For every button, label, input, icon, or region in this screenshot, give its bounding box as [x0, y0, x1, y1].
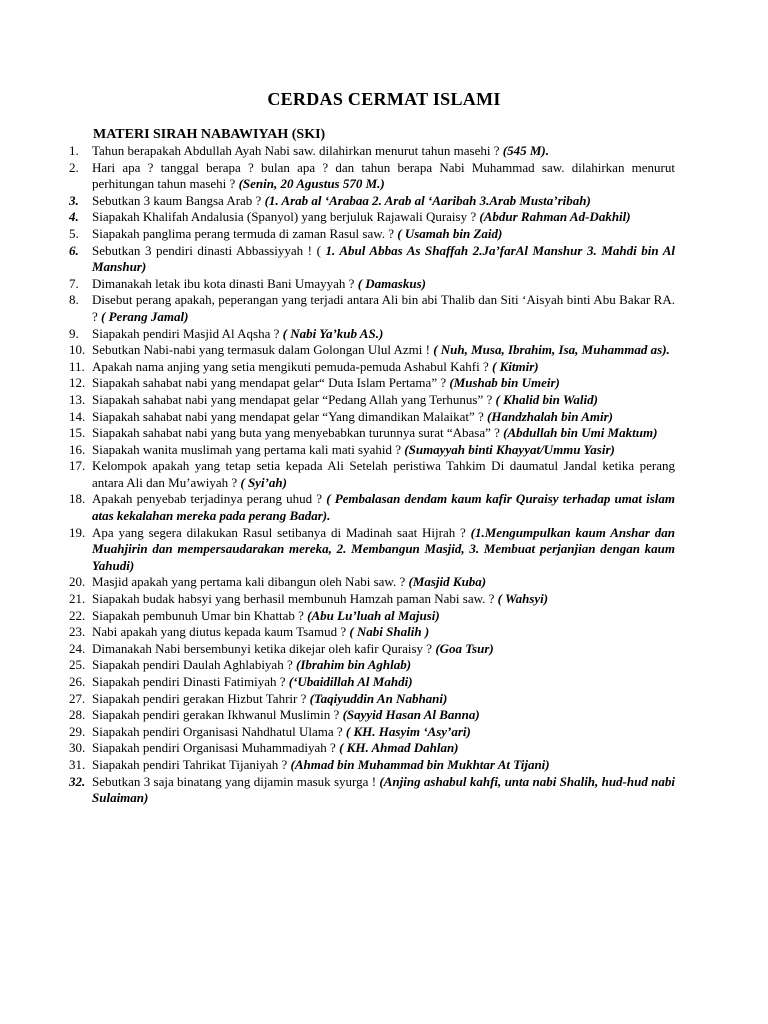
question-text: Siapakah pendiri Dinasti Fatimiyah ? [92, 674, 286, 689]
question-item [69, 442, 675, 459]
question-text: Sebutkan 3 saja binatang yang dijamin masuk syurga ! [92, 773, 377, 789]
question-item [69, 326, 675, 343]
question-item [69, 409, 675, 426]
question-text: Siapakah pendiri Organisasi Muhammadiyah ? [92, 740, 336, 756]
answer-text: ( Perang Jamal) [101, 308, 189, 324]
answer-text: (‘Ubaidillah Al Mahdi) [288, 674, 413, 689]
answer-text: ( Usamah bin Zaid) [397, 225, 503, 241]
question-number: 5. [69, 225, 79, 241]
answer-text: ( Nabi Ya’kub AS.) [282, 325, 384, 341]
question-item [69, 458, 675, 491]
question-item [69, 525, 675, 575]
question-text: Siapakah budak habsyi yang berhasil membunuh Hamzah paman Nabi saw. ? [92, 591, 495, 607]
question-number: 32. [69, 773, 86, 789]
question-number: 18. [69, 491, 86, 507]
question-item [69, 724, 675, 741]
question-item [69, 591, 675, 608]
question-number: 26. [69, 674, 86, 689]
question-text: Apakah nama anjing yang setia mengikuti pemuda-pemuda Ashabul Kahfi ? [92, 358, 489, 374]
question-text: Kelompok apakah yang tetap setia kepada Ali Setelah peristiwa Tahkim Di daumatul Jandal ketika perang antara Ali dan Mu’awiyah ? [92, 458, 675, 490]
question-text: Siapakah pendiri gerakan Hizbut Tahrir ? [92, 690, 307, 706]
question-text: Disebut perang apakah, peperangan yang terjadi antara Ali bin abi Thalib dan Siti ‘Aisyah binti Abu Bakar RA. ? [92, 292, 675, 324]
question-number: 29. [69, 723, 86, 739]
question-text: Siapakah pendiri Masjid Al Aqsha ? [92, 325, 280, 341]
answer-text: ( Wahsyi) [497, 591, 549, 607]
question-item [69, 608, 675, 625]
question-number: 23. [69, 624, 86, 640]
question-number: 1. [69, 143, 79, 158]
answer-text: (Sayyid Hasan Al Banna) [342, 707, 480, 723]
question-text: Nabi apakah yang diutus kepada kaum Tsamud ? [92, 624, 347, 640]
question-number: 3. [69, 192, 79, 208]
question-number: 16. [69, 441, 86, 457]
question-item [69, 425, 675, 442]
question-text: Siapakah pendiri gerakan Ikhwanul Muslimin ? [92, 707, 340, 723]
question-item [69, 392, 675, 409]
question-number: 4. [69, 209, 79, 225]
question-number: 20. [69, 574, 86, 590]
question-number: 13. [69, 391, 86, 407]
question-item [69, 292, 675, 325]
answer-text: (Mushab bin Umeir) [449, 375, 560, 391]
question-item [69, 757, 675, 774]
question-text: Sebutkan 3 kaum Bangsa Arab ? [92, 192, 262, 208]
question-text: Siapakah pendiri Tahrikat Tijaniyah ? [92, 756, 288, 772]
question-item [69, 193, 675, 210]
question-item [69, 375, 675, 392]
question-text: Apa yang segera dilakukan Rasul setibanya di Madinah saat Hijrah ? [92, 524, 466, 540]
question-number: 10. [69, 342, 86, 358]
answer-text: ( Nabi Shalih ) [349, 624, 430, 640]
question-number: 2. [69, 159, 79, 175]
answer-text: (Anjing ashabul kahfi, unta nabi Shalih, hud-hud nabi Sulaiman) [92, 773, 676, 806]
answer-text: (1.Mengumpulkan kaum Anshar dan Muahjirin dan mempersaudarakan mereka, 2. Membangun Masjid, 3. Membuat perjanjian dengan kaum Yahudi) [92, 524, 676, 573]
question-item [69, 774, 675, 807]
answer-text: (Abdur Rahman Ad-Dakhil) [479, 209, 631, 225]
question-number: 12. [69, 375, 86, 391]
question-item [69, 243, 675, 276]
question-number: 31. [69, 756, 86, 772]
question-item [69, 143, 675, 160]
answer-text: (Ahmad bin Muhammad bin Mukhtar At Tijani) [290, 756, 550, 772]
question-number: 6. [69, 242, 79, 258]
answer-text: ( Khalid bin Walid) [495, 391, 598, 407]
question-item [69, 691, 675, 708]
question-item [69, 359, 675, 376]
question-text: Dimanakah Nabi bersembunyi ketika dikejar oleh kafir Quraisy ? [92, 640, 433, 656]
answer-text: (Masjid Kuba) [408, 574, 487, 590]
question-item [69, 276, 675, 293]
answer-text: (Taqiyuddin An Nabhani) [309, 690, 448, 706]
question-text: Dimanakah letak ibu kota dinasti Bani Umayyah ? [92, 275, 355, 291]
page-title: CERDAS CERMAT ISLAMI [267, 89, 501, 109]
question-item [69, 491, 675, 524]
question-item [69, 624, 675, 641]
answer-text: (Abu Lu’luah al Majusi) [307, 607, 440, 623]
question-item [69, 342, 675, 359]
question-item [69, 707, 675, 724]
question-number: 25. [69, 657, 86, 673]
question-number: 27. [69, 690, 86, 706]
question-item [69, 209, 675, 226]
question-text: Sebutkan 3 pendiri dinasti Abbassiyyah ! ( [92, 242, 321, 258]
question-item [69, 641, 675, 658]
question-text: Tahun berapakah Abdullah Ayah Nabi saw. dilahirkan menurut tahun masehi ? [92, 143, 500, 158]
question-item [69, 674, 675, 691]
question-text: Siapakah pembunuh Umar bin Khattab ? [92, 607, 304, 623]
question-text: Siapakah pendiri Organisasi Nahdhatul Ulama ? [92, 723, 343, 739]
answer-text: ( Pembalasan dendam kaum kafir Quraisy terhadap umat islam atas kekalahan mereka pada perang Badar). [92, 491, 675, 524]
answer-text: 1. Abul Abbas As Shaffah 2.Ja’farAl Manshur 3. Mahdi bin Al Manshur) [92, 242, 676, 275]
question-text: Siapakah sahabat nabi yang mendapat gelar “Yang dimandikan Malaikat” ? [92, 408, 484, 424]
question-text: Apakah penyebab terjadinya perang uhud ? [92, 491, 323, 507]
question-text: Siapakah wanita muslimah yang pertama kali mati syahid ? [92, 441, 402, 457]
question-number: 8. [69, 292, 79, 308]
question-number: 21. [69, 591, 86, 607]
answer-text: (Senin, 20 Agustus 570 M.) [238, 176, 385, 192]
question-number: 11. [69, 358, 85, 374]
answer-text: ( Nuh, Musa, Ibrahim, Isa, Muhammad as). [433, 342, 670, 358]
answer-text: ( KH. Ahmad Dahlan) [339, 740, 459, 756]
question-item [69, 574, 675, 591]
answer-text: ( Damaskus) [357, 275, 426, 291]
question-item [69, 657, 675, 674]
question-text: Hari apa ? tanggal berapa ? bulan apa ? dan tahun berapa Nabi Muhammad saw. dilahirkan menurut perhitungan tahun masehi ? [92, 159, 675, 192]
question-item [69, 740, 675, 757]
question-item [69, 160, 675, 193]
question-number: 22. [69, 607, 86, 623]
question-text: Siapakah Khalifah Andalusia (Spanyol) yang berjuluk Rajawali Quraisy ? [92, 209, 477, 225]
answer-text: (Goa Tsur) [435, 640, 494, 656]
answer-text: (Sumayyah binti Khayyat/Ummu Yasir) [404, 441, 615, 457]
question-list [69, 143, 675, 807]
question-number: 17. [69, 458, 86, 474]
question-text: Masjid apakah yang pertama kali dibangun oleh Nabi saw. ? [92, 574, 406, 590]
answer-text: (Handzhalah bin Amir) [487, 408, 613, 424]
answer-text: (Abdullah bin Umi Maktum) [503, 425, 658, 441]
question-number: 19. [69, 524, 86, 540]
question-number: 7. [69, 275, 79, 291]
question-text: Siapakah sahabat nabi yang buta yang menyebabkan turunnya surat “Abasa” ? [92, 425, 500, 441]
question-number: 28. [69, 707, 86, 723]
question-text: Siapakah sahabat nabi yang mendapat gelar “Pedang Allah yang Terhunus” ? [92, 391, 493, 407]
answer-text: (Ibrahim bin Aghlab) [295, 657, 412, 673]
question-number: 30. [69, 740, 86, 756]
answer-text: ( KH. Hasyim ‘Asy’ari) [345, 723, 471, 739]
section-subtitle: MATERI SIRAH NABAWIYAH (SKI) [93, 127, 326, 142]
question-text: Siapakah sahabat nabi yang mendapat gelar“ Duta Islam Pertama” ? [92, 375, 447, 391]
answer-text: (1. Arab al ‘Arabaa 2. Arab al ‘Aaribah 3.Arab Musta’ribah) [264, 192, 591, 208]
answer-text: ( Kitmir) [492, 358, 539, 374]
question-number: 15. [69, 425, 86, 441]
question-text: Siapakah panglima perang termuda di zaman Rasul saw. ? [92, 225, 395, 241]
question-text: Sebutkan Nabi-nabi yang termasuk dalam Golongan Ulul Azmi ! [92, 342, 430, 358]
question-number: 9. [69, 325, 79, 341]
question-text: Siapakah pendiri Daulah Aghlabiyah ? [92, 657, 293, 673]
answer-text: ( Syi’ah) [240, 474, 287, 490]
answer-text: (545 M). [502, 143, 549, 158]
question-number: 14. [69, 408, 86, 424]
question-number: 24. [69, 640, 86, 656]
question-item [69, 226, 675, 243]
